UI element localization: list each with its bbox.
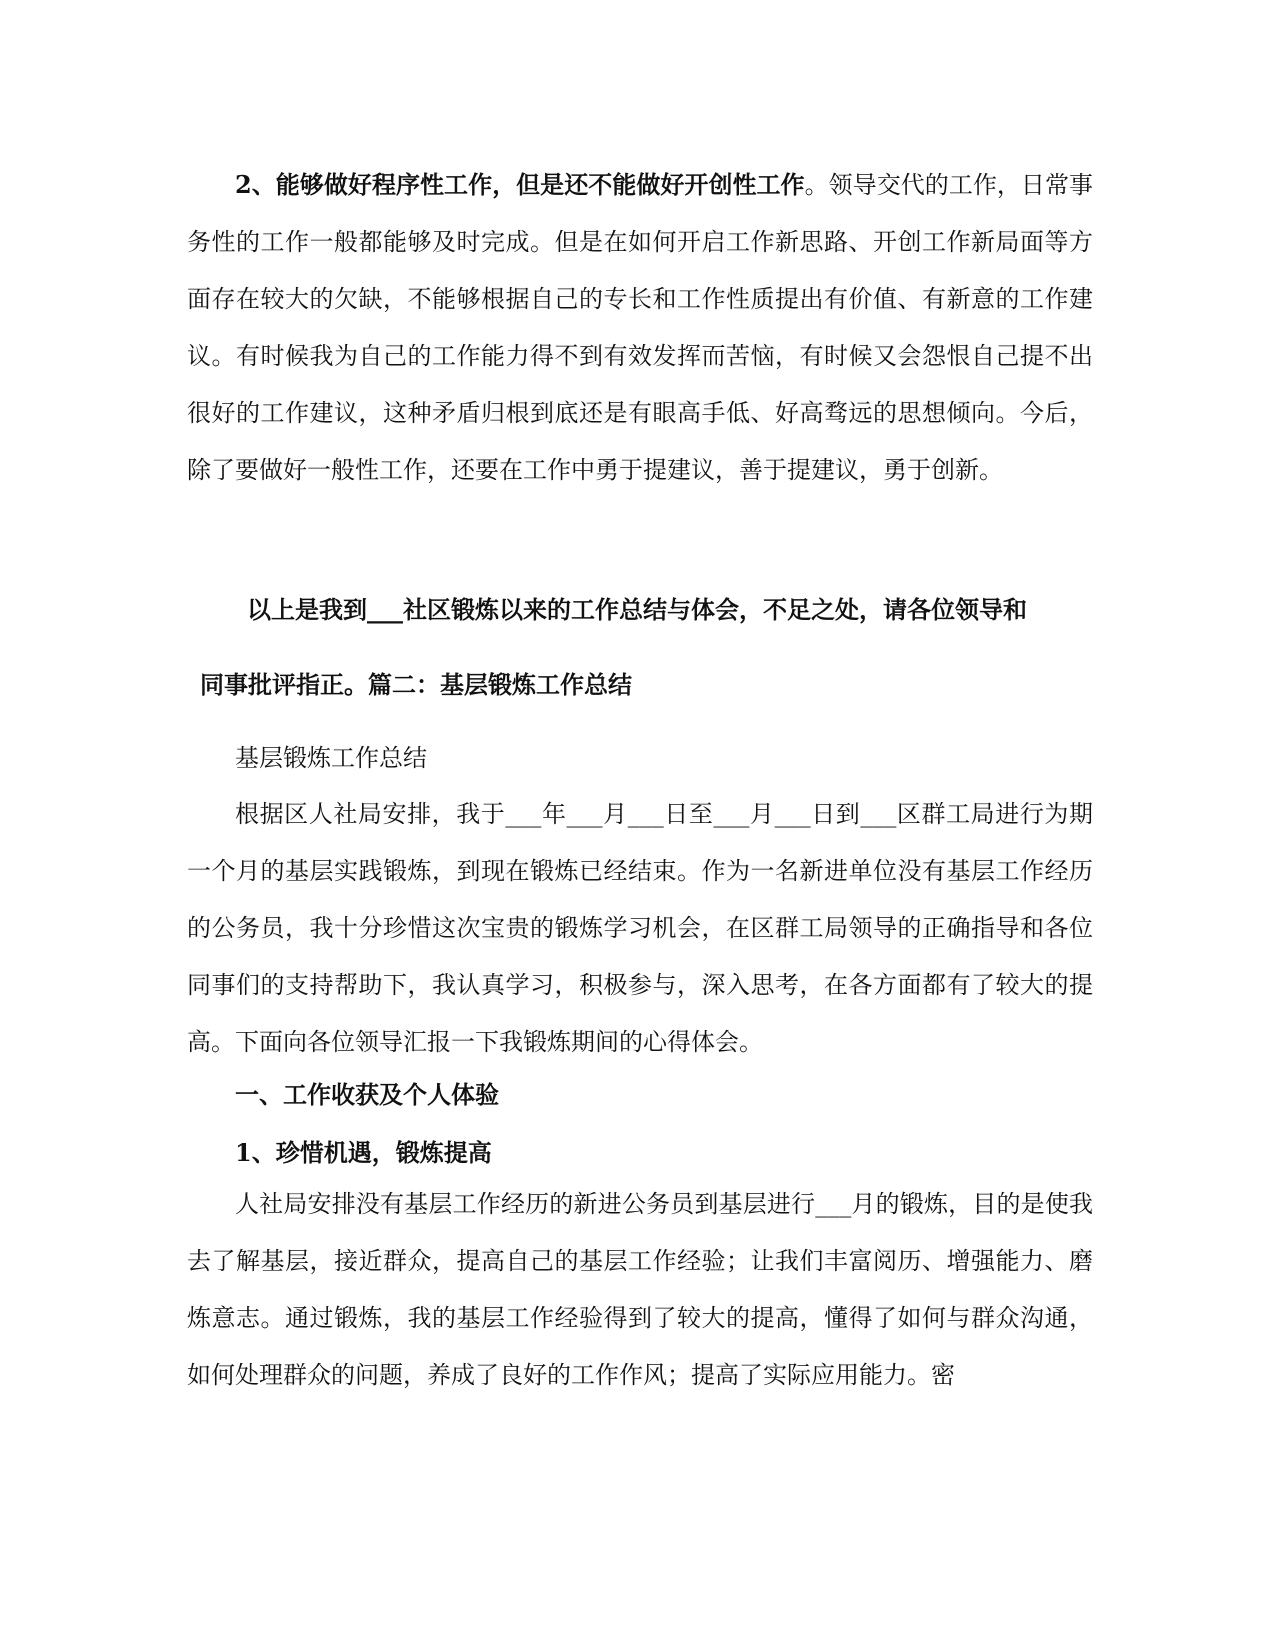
paragraph-lead-bold: 2、能够做好程序性工作，但是还不能做好开创性工作: [235, 170, 805, 199]
conclusion-line-1: 以上是我到___社区锻炼以来的工作总结与体会，不足之处，请各位领导和: [247, 595, 1027, 624]
paragraph-intro: 根据区人社局安排，我于___年___月___日至___月___日到___区群工局进行为期一个月的基层实践锻炼，到现在锻炼已经结束。作为一名新进单位没有基层工作经历的公务员，我十分珍惜这次宝贵的锻炼学习机会，在区群工局领导的正确指导和各位同事们的支持帮助下，我认真学习，积极参与，深入思考，在各方面都有了较大的提高。下面向各位领导汇报一下我锻炼期间的心得体会。: [187, 800, 1093, 1056]
paragraph-opportunity: 人社局安排没有基层工作经历的新进公务员到基层进行___月的锻炼，目的是使我去了解基层，接近群众，提高自己的基层工作经验；让我们丰富阅历、增强能力、磨炼意志。通过锻炼，我的基层工作经验得到了较大的提高，懂得了如何与群众沟通，如何处理群众的问题，养成了良好的工作作风；提高了实际应用能力。密: [187, 1190, 1093, 1389]
paragraph-program-work: [187, 156, 1093, 499]
paragraph-body: 。领导交代的工作，日常事务性的工作一般都能够及时完成。但是在如何开启工作新思路、开创工作新局面等方面存在较大的欠缺，不能够根据自己的专长和工作性质提出有价值、有新意的工作建议。有时候我为自己的工作能力得不到有效发挥而苦恼，有时候又会怨恨自己提不出很好的工作建议，这种矛盾归根到底还是有眼高手低、好高骛远的思想倾向。今后，除了要做好一般性工作，还要在工作中勇于提建议，善于提建议，勇于创新。: [187, 171, 1094, 484]
section-heading: 一、工作收获及个人体验: [235, 1080, 499, 1109]
document-title: 基层锻炼工作总结: [235, 744, 427, 772]
subsection-heading: 1、珍惜机遇，锻炼提高: [235, 1138, 492, 1167]
conclusion-line-2: 同事批评指正。篇二：基层锻炼工作总结: [200, 670, 632, 699]
